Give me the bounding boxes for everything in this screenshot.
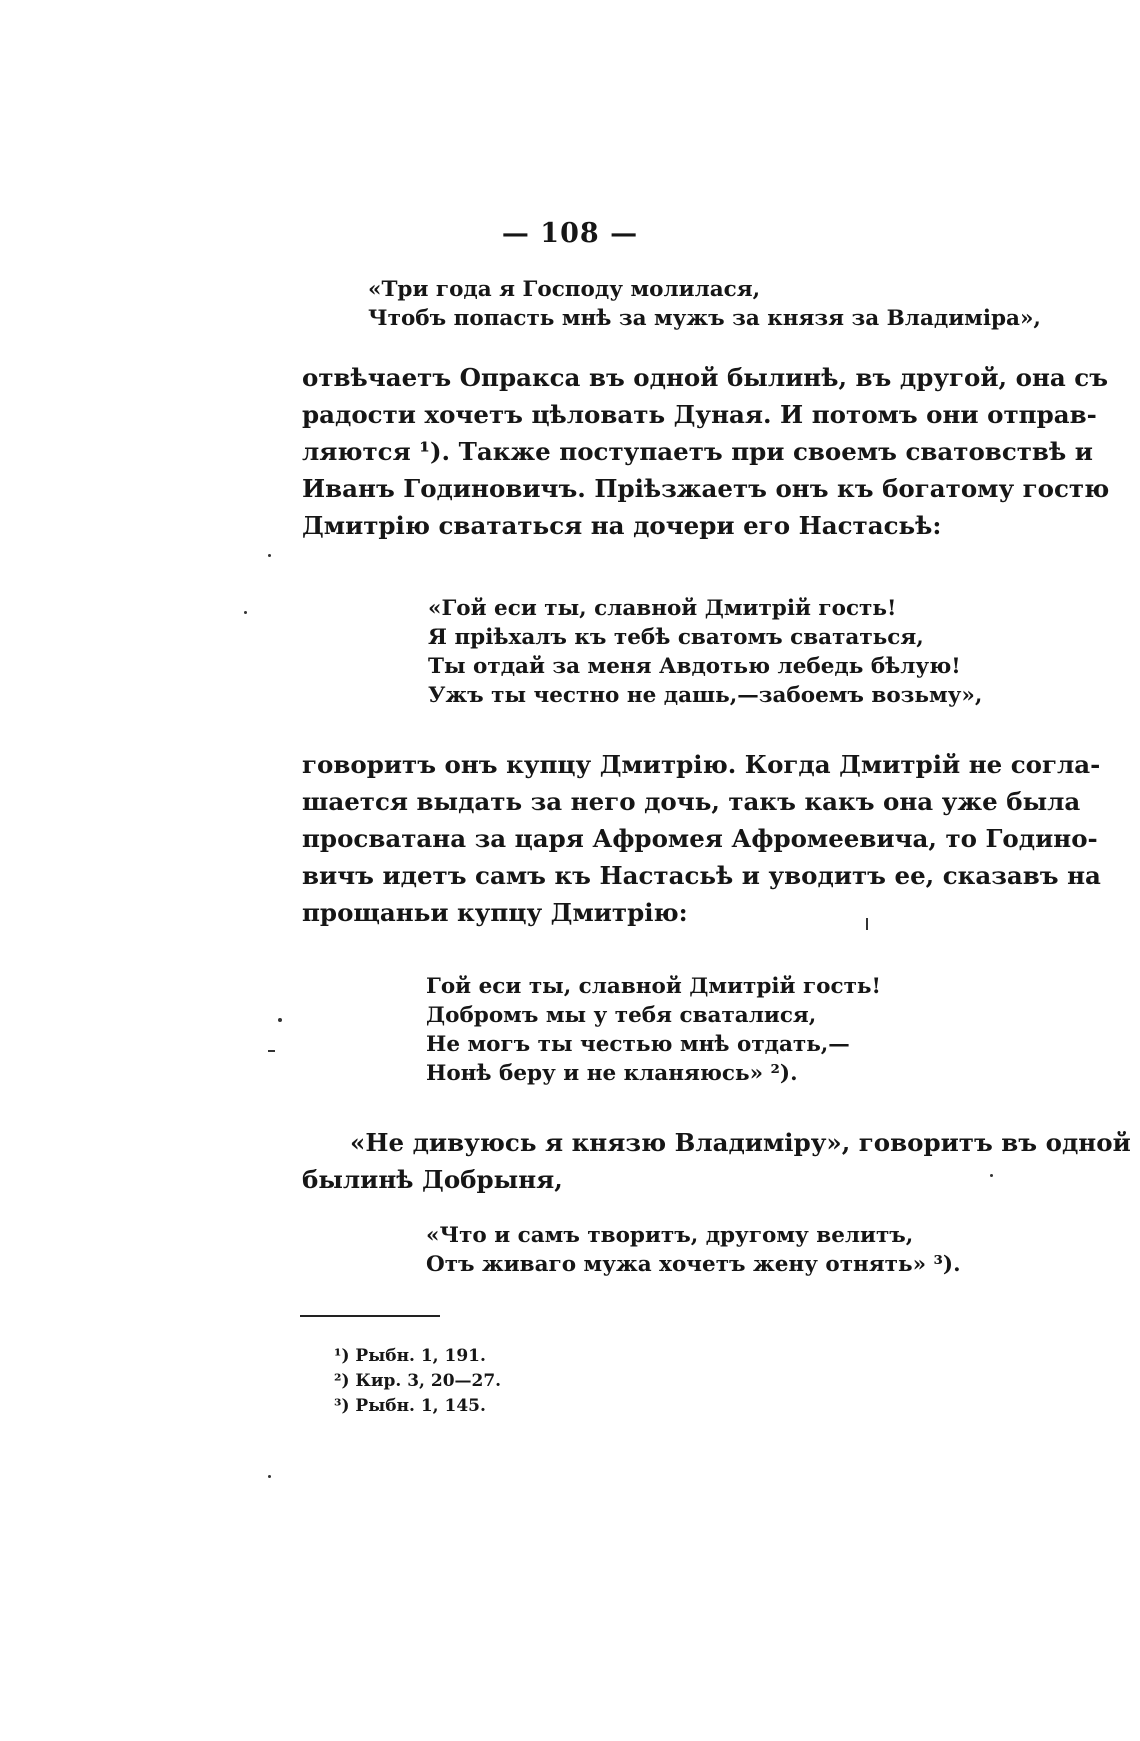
text-line: Иванъ Годиновичъ. Пріѣзжаетъ онъ къ богатому гостю: [302, 474, 1110, 503]
scan-speck: [268, 1475, 271, 1478]
footnote: ²) Кир. 3, 20—27.: [334, 1371, 502, 1391]
verse-line: «Гой еси ты, славной Дмитрій гость!: [428, 596, 897, 621]
text-line: былинѣ Добрыня,: [302, 1165, 563, 1194]
text-line: говоритъ онъ купцу Дмитрію. Когда Дмитрій не согла-: [302, 750, 1101, 779]
verse-line: Чтобъ попасть мнѣ за мужъ за князя за Владиміра»,: [368, 306, 1041, 331]
verse-block-4: [426, 1221, 961, 1279]
verse-line: Ужъ ты честно не дашь,—забоемъ возьму»,: [428, 683, 983, 708]
footnote-divider: [300, 1315, 440, 1317]
paragraph-1: [302, 359, 1109, 544]
scan-speck: [268, 554, 271, 557]
paragraph-3: [302, 1124, 1131, 1198]
verse-line: «Три года я Господу молилася,: [368, 277, 761, 302]
footnotes: [334, 1344, 501, 1419]
text-line: Дмитрію свататься на дочери его Настасьѣ:: [302, 511, 942, 540]
text-line: ляются ¹). Также поступаетъ при своемъ сватовствѣ и: [302, 437, 1093, 466]
text-line: вичъ идетъ самъ къ Настасьѣ и уводитъ ее, сказавъ на: [302, 861, 1101, 890]
verse-block-3: [426, 972, 881, 1088]
footnote: ³) Рыбн. 1, 145.: [334, 1396, 486, 1416]
text-line: радости хочетъ цѣловать Дуная. И потомъ они отправ-: [302, 400, 1097, 429]
verse-line: «Что и самъ творитъ, другому велитъ,: [426, 1223, 914, 1248]
verse-line: Добромъ мы у тебя сваталися,: [426, 1003, 817, 1028]
text-line: шается выдать за него дочь, такъ какъ она уже была: [302, 787, 1081, 816]
verse-block-1: [368, 275, 1041, 333]
page-number: — 108 —: [501, 218, 639, 249]
scan-speck: [278, 1018, 282, 1022]
verse-line: Нонѣ беру и не кланяюсь» ²).: [426, 1061, 798, 1086]
text-line: просватана за царя Афромея Афромеевича, то Годино-: [302, 824, 1098, 853]
verse-line: Я пріѣхалъ къ тебѣ сватомъ свататься,: [428, 625, 924, 650]
scan-speck: [866, 918, 868, 930]
verse-line: Гой еси ты, славной Дмитрій гость!: [426, 974, 881, 999]
scan-speck: [990, 1174, 993, 1177]
scan-speck: [244, 611, 247, 614]
text-line: отвѣчаетъ Опракса въ одной былинѣ, въ другой, она съ: [302, 363, 1108, 392]
paragraph-2: [302, 746, 1101, 931]
text-line: прощаньи купцу Дмитрію:: [302, 898, 688, 927]
footnote: ¹) Рыбн. 1, 191.: [334, 1346, 486, 1366]
text-line: «Не дивуюсь я князю Владиміру», говоритъ въ одной: [350, 1128, 1131, 1157]
verse-block-2: [428, 594, 982, 710]
verse-line: Ты отдай за меня Авдотью лебедь бѣлую!: [428, 654, 961, 679]
scan-speck: [268, 1050, 275, 1052]
verse-line: Не могъ ты честью мнѣ отдать,—: [426, 1032, 850, 1057]
verse-line: Отъ живаго мужа хочетъ жену отнять» ³).: [426, 1252, 961, 1277]
